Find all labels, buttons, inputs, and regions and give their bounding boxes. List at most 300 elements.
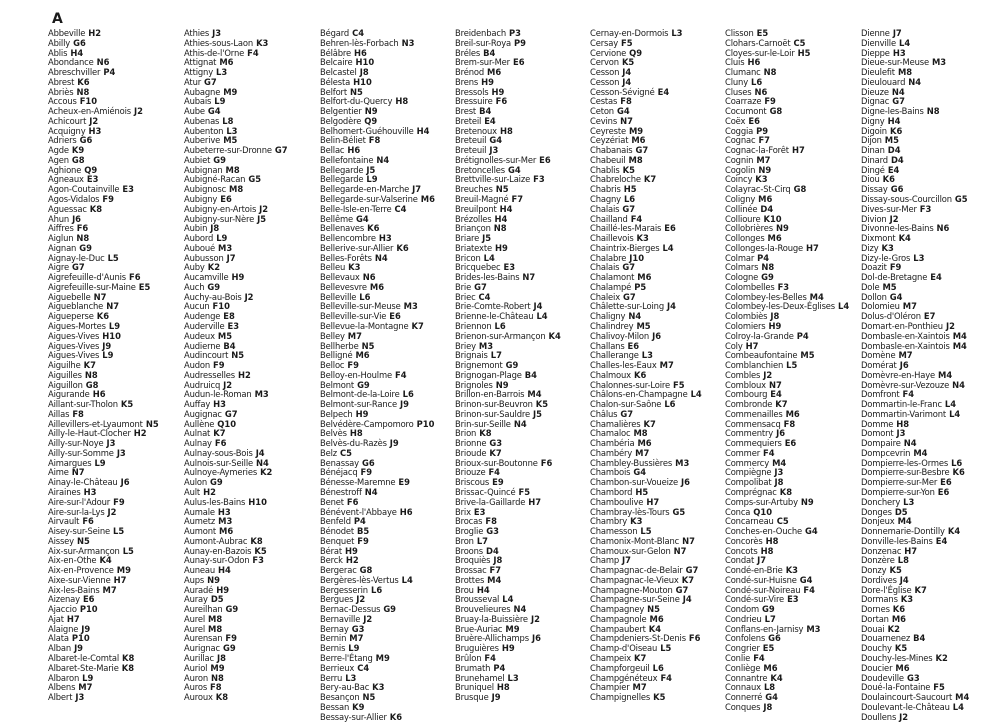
grid-reference: F4: [484, 653, 496, 663]
place-name: Aubais: [184, 96, 212, 107]
place-name: Aubignan: [184, 164, 223, 175]
place-name: Agos-Vidalos: [48, 194, 100, 205]
place-name: Belz: [320, 447, 338, 458]
grid-reference: M4: [527, 389, 542, 400]
grid-reference: J3: [75, 692, 85, 703]
grid-reference: H4: [70, 47, 84, 58]
grid-reference: M7: [635, 447, 650, 458]
place-name: Chabanais: [590, 145, 633, 156]
place-name: Compolibat: [725, 477, 772, 488]
grid-reference: G9: [210, 477, 223, 488]
grid-reference: M7: [902, 301, 917, 312]
grid-reference: J2: [134, 106, 143, 117]
place-name: Attignat: [184, 57, 217, 68]
place-name: Brumath: [455, 662, 491, 673]
grid-reference: J3: [212, 28, 222, 38]
place-name: Agon-Coutainville: [48, 184, 120, 195]
place-name: Brinon-sur-Sauldre: [455, 408, 530, 419]
grid-reference: G3: [489, 438, 503, 449]
place-name: Chambois: [590, 467, 631, 478]
grid-reference: K5: [622, 164, 635, 175]
place-name: Champagnac-le-Vieux: [590, 574, 679, 585]
place-name: Aime: [48, 467, 69, 478]
grid-reference: G6: [890, 184, 904, 195]
grid-reference: L3: [345, 672, 357, 683]
column-top-spacer: [320, 10, 452, 29]
place-name: Conliège: [725, 662, 761, 673]
grid-reference: N7: [768, 379, 782, 390]
grid-reference: G7: [622, 262, 636, 273]
place-name: Collobrières: [725, 223, 773, 234]
grid-reference: J8: [217, 653, 226, 663]
grid-reference: F5: [673, 379, 685, 390]
grid-reference: M9: [223, 86, 238, 97]
place-name: Cersay: [590, 37, 618, 48]
place-name: Aillevillers-et-Lyaumont: [48, 418, 143, 429]
place-name: Bélâbre: [320, 47, 352, 58]
place-name: Coggia: [725, 125, 754, 136]
place-name: Chaillevois: [590, 233, 634, 244]
grid-reference: F4: [488, 467, 501, 478]
grid-reference: F9: [213, 360, 225, 371]
place-name: Aigre: [48, 262, 70, 273]
grid-reference: F4: [660, 672, 673, 683]
grid-reference: G7: [72, 262, 85, 273]
place-name: Aubenton: [184, 125, 224, 136]
place-name: Chagny: [590, 194, 621, 205]
grid-reference: H9: [345, 545, 358, 556]
place-name: Bellenaves: [320, 223, 365, 234]
grid-reference: G5: [248, 174, 262, 185]
grid-reference: N6: [96, 57, 110, 68]
grid-reference: M6: [369, 281, 385, 292]
grid-reference: M9: [628, 125, 644, 136]
place-name: Briare: [455, 233, 480, 244]
place-name: Aghione: [48, 164, 82, 175]
place-name: Berru: [320, 672, 343, 683]
grid-reference: D4: [486, 545, 499, 556]
place-name: Bellerive-sur-Allier: [320, 242, 394, 253]
place-name: Aurel: [184, 613, 206, 624]
place-name: Aulnat: [184, 428, 211, 439]
index-column-5: [590, 10, 722, 703]
place-name: Cluses: [725, 86, 752, 97]
grid-reference: J4: [255, 447, 265, 458]
grid-reference: K6: [96, 311, 110, 322]
place-name: Dingé: [861, 164, 885, 175]
grid-reference: P10: [71, 633, 90, 644]
place-name: Dole: [861, 281, 880, 292]
place-name: Benquet: [320, 535, 355, 546]
place-name: Aulnay-sous-Bois: [184, 447, 253, 458]
place-name: Coëx: [725, 115, 746, 126]
grid-reference: M4: [487, 574, 502, 585]
grid-reference: K3: [900, 594, 914, 605]
grid-reference: F9: [357, 535, 369, 546]
grid-reference: E4: [770, 389, 782, 400]
place-name: Chamboulive: [590, 496, 644, 507]
place-name: Concorès: [725, 535, 763, 546]
place-name: Champignelles: [590, 692, 651, 703]
place-name: Accous: [48, 96, 77, 107]
grid-reference: J4: [667, 301, 676, 312]
place-name: Chambry: [590, 516, 628, 527]
grid-reference: J2: [89, 115, 99, 126]
place-name: Belleu: [320, 262, 346, 273]
grid-reference: K2: [935, 653, 948, 663]
grid-reference: N4: [513, 604, 527, 615]
grid-reference: G7: [274, 145, 288, 156]
place-name: Champagney: [590, 604, 645, 615]
grid-reference: L9: [102, 350, 114, 361]
index-entry: [725, 703, 857, 713]
place-name: Auron: [184, 672, 208, 683]
grid-reference: K6: [892, 604, 906, 615]
grid-reference: F9: [360, 467, 373, 478]
place-name: Alaigne: [48, 623, 79, 634]
grid-reference: J2: [363, 613, 373, 624]
grid-reference: L9: [216, 233, 228, 244]
grid-reference: L4: [949, 408, 961, 419]
place-name: Bery-au-Bac: [320, 682, 370, 693]
place-name: Athis-de-l'Orne: [184, 47, 245, 58]
place-name: Dives-sur-Mer: [861, 203, 917, 214]
place-name: Briatexte: [455, 242, 492, 253]
place-name: Audenge: [184, 311, 221, 322]
grid-reference: L4: [898, 37, 911, 48]
place-name: Cervione: [590, 47, 627, 58]
place-name: Aureilhan: [184, 604, 223, 615]
grid-reference: J8: [774, 477, 784, 488]
place-name: Belley: [320, 330, 345, 341]
grid-reference: L4: [483, 252, 495, 263]
place-name: Aiguillon: [48, 379, 83, 390]
grid-reference: P3: [508, 28, 521, 38]
place-name: Aire-sur-la-Lys: [48, 506, 105, 517]
place-name: Agneaux: [48, 174, 84, 185]
place-name: Ailly-sur-Somme: [48, 447, 114, 458]
index-column-6: [725, 10, 857, 713]
grid-reference: F6: [688, 633, 701, 644]
place-name: Cernay-en-Dormois: [590, 28, 669, 38]
grid-reference: M3: [478, 340, 494, 351]
grid-reference: B4: [483, 47, 496, 58]
place-name: Bénéjacq: [320, 467, 358, 478]
grid-reference: J5: [482, 233, 492, 244]
place-name: Condé-en-Brie: [725, 565, 783, 576]
place-name: Aullène: [184, 418, 215, 429]
grid-reference: N5: [362, 692, 376, 703]
place-name: Belcastel: [320, 67, 357, 78]
grid-reference: E6: [748, 115, 760, 126]
grid-reference: N9: [364, 106, 378, 117]
place-name: Brie-Comte-Robert: [455, 301, 531, 312]
index-column-1: [48, 10, 180, 703]
place-name: Dollon: [861, 291, 887, 302]
grid-reference: F4: [753, 653, 765, 663]
grid-reference: M8: [628, 154, 643, 165]
place-name: Bénestroff: [320, 486, 362, 497]
place-name: Aiguilhe: [48, 360, 81, 371]
grid-reference: F4: [394, 369, 407, 380]
grid-reference: K10: [763, 213, 782, 224]
grid-reference: H2: [88, 28, 102, 38]
place-name: Aulon: [184, 477, 208, 488]
place-name: Berrieux: [320, 662, 355, 673]
place-name: Colayrac-St-Cirq: [725, 184, 791, 195]
place-name: Confolens: [725, 633, 766, 644]
grid-reference: J5: [257, 213, 267, 224]
place-name: Achicourt: [48, 115, 87, 126]
grid-reference: N4: [908, 76, 922, 87]
place-name: Brénod: [455, 67, 485, 78]
place-name: Douai: [861, 623, 885, 634]
grid-reference: J2: [259, 203, 269, 214]
place-name: Belgodère: [320, 115, 362, 126]
grid-reference: M7: [102, 584, 117, 595]
grid-reference: G7: [685, 565, 699, 576]
place-name: Aillant-sur-Tholon: [48, 399, 118, 410]
grid-reference: H6: [347, 145, 361, 156]
place-name: Aix-en-Othe: [48, 555, 97, 566]
place-name: Dinard: [861, 154, 888, 165]
grid-reference: M4: [955, 692, 970, 703]
place-name: Abondance: [48, 57, 94, 68]
place-name: Dignac: [861, 96, 890, 107]
place-name: Brive-la-Gaillarde: [455, 496, 526, 507]
grid-reference: K7: [83, 360, 96, 371]
grid-reference: M6: [487, 67, 502, 78]
grid-reference: J9: [491, 692, 501, 703]
place-name: Alban: [48, 643, 72, 654]
place-name: Briouze: [455, 467, 486, 478]
place-name: Brou: [455, 584, 474, 595]
place-name: Chalindrey: [590, 320, 634, 331]
grid-reference: J3: [774, 467, 784, 478]
grid-reference: N6: [936, 223, 950, 234]
grid-reference: J4: [622, 76, 632, 87]
grid-reference: E3: [787, 594, 799, 605]
place-name: Concots: [725, 545, 758, 556]
place-name: Auberive: [184, 135, 221, 146]
grid-reference: D4: [887, 145, 901, 156]
place-name: Breteuil: [455, 145, 487, 156]
grid-reference: E4: [657, 86, 670, 97]
place-name: Coarraze: [725, 96, 762, 107]
index-column-4: [455, 10, 587, 703]
grid-reference: C5: [776, 516, 789, 527]
grid-reference: J6: [899, 360, 909, 371]
place-name: Donges: [861, 506, 892, 517]
place-name: Chalivoy-Milon: [590, 330, 650, 341]
grid-reference: E6: [539, 154, 551, 165]
place-name: Cluis: [725, 57, 745, 68]
grid-reference: L4: [536, 311, 548, 322]
index-entry: [861, 234, 993, 244]
place-name: Chamaloc: [590, 428, 631, 439]
place-name: Chalmoux: [590, 369, 631, 380]
grid-reference: J8: [493, 555, 503, 566]
place-name: Aumont: [184, 526, 217, 537]
place-name: Ainay-le-Château: [48, 477, 118, 488]
place-name: Dortan: [861, 613, 889, 624]
place-name: Connerré: [725, 692, 763, 703]
index-entry: [48, 39, 180, 49]
grid-reference: H3: [213, 399, 226, 410]
place-name: Broquiès: [455, 555, 491, 566]
grid-reference: K5: [120, 399, 134, 410]
grid-reference: E3: [503, 262, 516, 273]
grid-reference: G9: [505, 360, 519, 371]
place-name: Chalonnes-sur-Loire: [590, 379, 671, 390]
place-name: Commer: [725, 447, 760, 458]
grid-reference: K6: [396, 242, 409, 253]
grid-reference: J8: [770, 311, 780, 322]
grid-reference: M6: [637, 438, 652, 449]
grid-reference: N5: [77, 535, 90, 546]
place-name: Champagne-Mouton: [590, 584, 673, 595]
grid-reference: F3: [919, 203, 932, 214]
place-name: Dore-l'Église: [861, 584, 912, 595]
place-name: Cesson: [590, 76, 620, 87]
grid-reference: L3: [671, 28, 683, 38]
place-name: Aigrefeuille-sur-Maine: [48, 281, 136, 292]
place-name: Digny: [861, 115, 885, 126]
place-name: Brides-les-Bains: [455, 272, 520, 283]
grid-reference: M3: [403, 301, 418, 312]
place-name: Bellevue-la-Montagne: [320, 320, 409, 331]
grid-reference: H8: [499, 125, 513, 136]
place-name: Aumont-Aubrac: [184, 535, 248, 546]
place-name: Belpech: [320, 408, 353, 419]
place-name: Belloc: [320, 360, 345, 371]
index-column-7: [861, 10, 993, 722]
place-name: Combeaufontaine: [725, 350, 798, 361]
place-name: Benet: [320, 496, 344, 507]
grid-reference: Q9: [629, 47, 643, 58]
grid-reference: L6: [494, 320, 506, 331]
place-name: Audruicq: [184, 379, 221, 390]
grid-reference: D5: [210, 594, 224, 605]
grid-reference: J4: [622, 67, 632, 78]
grid-reference: G5: [954, 194, 968, 205]
grid-reference: L6: [951, 457, 963, 468]
place-name: Aizenay: [48, 594, 80, 605]
place-name: Airvault: [48, 516, 80, 527]
place-name: Aulnoye-Aymeries: [184, 467, 258, 478]
grid-reference: M7: [898, 350, 913, 361]
grid-reference: G6: [361, 457, 375, 468]
grid-reference: C5: [793, 37, 806, 48]
grid-reference: K5: [254, 545, 267, 556]
grid-reference: L6: [623, 194, 636, 205]
grid-reference: L4: [838, 301, 850, 312]
place-name: Auch: [184, 281, 205, 292]
place-name: Cognac-la-Forêt: [725, 145, 789, 156]
place-name: Bressuire: [455, 96, 493, 107]
grid-reference: N4: [903, 438, 917, 449]
place-name: Chamalières: [590, 418, 641, 429]
grid-reference: M4: [938, 369, 953, 380]
place-name: Dolomieu: [861, 301, 900, 312]
place-name: Divonne-les-Bains: [861, 223, 934, 234]
grid-reference: G7: [635, 145, 649, 156]
grid-reference: M8: [229, 184, 244, 195]
grid-reference: L6: [370, 584, 383, 595]
place-name: Digne-les-Bains: [861, 106, 924, 117]
place-name: Champier: [590, 682, 630, 693]
grid-reference: F10: [212, 301, 230, 312]
index-column-3: [320, 10, 452, 722]
grid-reference: K7: [775, 399, 788, 410]
grid-reference: F7: [758, 135, 770, 146]
grid-reference: M5: [800, 350, 815, 361]
grid-reference: L3: [641, 350, 653, 361]
grid-reference: M8: [225, 164, 240, 175]
place-name: Belleville-sur-Vie: [320, 311, 387, 322]
grid-reference: J10: [629, 252, 645, 263]
place-name: Belvès: [320, 428, 347, 439]
index-entry: [184, 693, 316, 703]
grid-reference: G7: [474, 281, 487, 292]
place-name: Donjeux: [861, 516, 895, 527]
grid-reference: G8: [85, 379, 99, 390]
place-name: Champagnac-de-Belair: [590, 565, 683, 576]
grid-reference: G7: [892, 96, 905, 107]
place-name: Aigues-Vives: [48, 330, 100, 341]
place-name: Bretoncelles: [455, 164, 505, 175]
place-name: Bégard: [320, 28, 350, 38]
place-name: Compiègne: [725, 467, 772, 478]
grid-reference: L9: [94, 457, 106, 468]
index-entry: [861, 273, 993, 283]
place-name: Châlette-sur-Loing: [590, 301, 665, 312]
grid-reference: H10: [353, 76, 372, 87]
place-name: Champgénéteux: [590, 672, 658, 683]
place-name: Abriès: [48, 86, 74, 97]
grid-reference: H7: [745, 340, 759, 351]
place-name: Dordives: [861, 574, 897, 585]
place-name: Doué-la-Fontaine: [861, 682, 931, 693]
grid-reference: N7: [93, 291, 107, 302]
grid-reference: K7: [681, 574, 695, 585]
place-name: Auriol: [184, 662, 208, 673]
place-name: Champdeniers-St-Denis: [590, 633, 686, 644]
grid-reference: J9: [400, 399, 409, 410]
place-name: Condé-sur-Noireau: [725, 584, 801, 595]
place-name: Donzy: [861, 565, 887, 576]
place-name: Champforgeuil: [590, 662, 650, 673]
place-name: Condé-sur-Huisne: [725, 574, 797, 585]
index-entry: [725, 49, 857, 59]
grid-reference: H9: [494, 242, 508, 253]
place-name: Connantre: [725, 672, 768, 683]
place-name: Ailly-sur-Noye: [48, 438, 104, 449]
grid-reference: F9: [347, 360, 359, 371]
place-name: Dompierre-les-Ormes: [861, 457, 949, 468]
grid-reference: M3: [675, 457, 690, 468]
place-name: Aurel: [184, 623, 206, 634]
place-name: Acquigny: [48, 125, 86, 136]
place-name: Aulnois-sur-Seille: [184, 457, 254, 468]
place-name: Ceton: [590, 106, 614, 117]
grid-reference: F9: [889, 262, 902, 273]
grid-reference: E3: [227, 320, 240, 331]
grid-reference: M6: [219, 57, 234, 68]
place-name: Dompierre-sur-Mer: [861, 477, 938, 488]
place-name: Abilly: [48, 37, 71, 48]
grid-reference: J4: [899, 574, 909, 585]
